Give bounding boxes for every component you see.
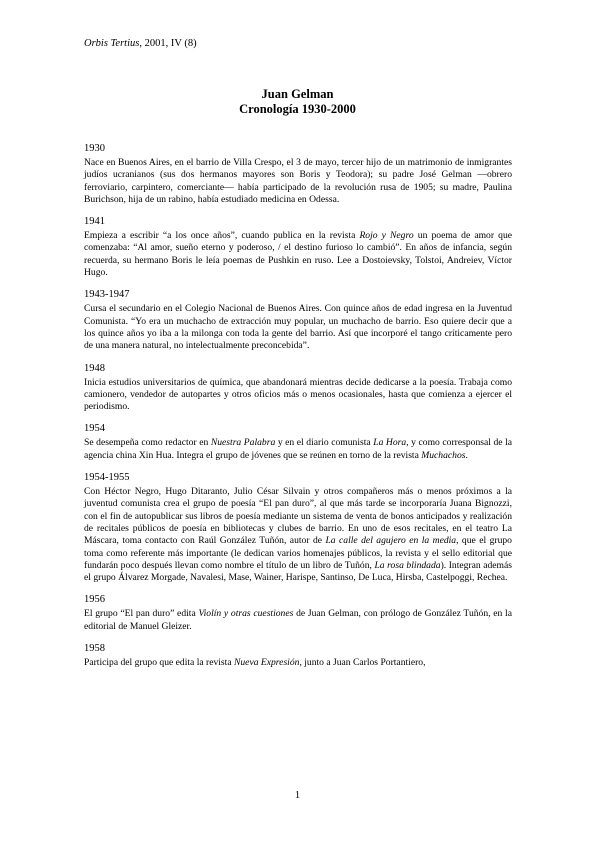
text-run: , que el grupo toma como referente más importante (le dedican varios homenajes públicos, la revista y el sello editorial que fundarán poco después llevan como nombre el título de un libro de Tuñón, [84, 535, 512, 571]
entry-year: 1948 [84, 362, 105, 374]
text-run: Con Héctor Negro, Hugo Ditaranto, Julio César Silvain y otros compañeros más o menos próximos a la juventud comunista crea el grupo de poesía “El pan duro”, al que más tarde se incorporaría Juana Bignozzi, con el fin de autopublicar sus libros de poesía mediante un sistema de venta de bonos anticipados y realización de recitales públicos de poesía en bibliotecas y clubes de barrio. En uno de esos recitales, en el teatro La Máscara, toma contacto con Raúl González Tuñón, autor de [84, 486, 512, 547]
text-run: Inicia estudios universitarios de química, que abandonará mientras decide dedicarse a la poesía. Trabaja como camionero, vendedor de autopartes y otros oficios más o menos ocasionales, hasta que comienza a ejercer el periodismo. [84, 376, 512, 413]
entry-text [84, 157, 512, 206]
text-run: ). Integran además el grupo Álvarez Morgade, Navalesi, Mase, Wainer, Harispe, Santinso, De Luca, Hirsba, Castelpoggi, Rechea. [84, 559, 513, 584]
journal-title: Orbis Tertius [84, 38, 140, 49]
entry-text [84, 377, 512, 414]
italic-title: Violín y otras cuestiones [198, 608, 294, 620]
italic-title: Nuestra Palabra [210, 437, 276, 449]
journal-issue: , 2001, IV (8) [139, 38, 197, 49]
entry-text [84, 608, 512, 633]
entry-text [84, 437, 512, 462]
author-name: Juan Gelman [261, 87, 334, 101]
text-run: Empieza a escribir “a los once años”, cuando publica en la revista [84, 230, 360, 242]
text-run: Participa del grupo que edita la revista [84, 657, 234, 669]
text-run: y en el diario comunista [275, 437, 374, 449]
italic-title: La rosa blindada [374, 559, 441, 571]
text-run: un poema de amor que comenzaba: “Al amor, sueño eterno y poderoso, / el destino furioso lo cambió”. En años de infancia, según recuerda, su hermano Boris le leía poemas de Pushkin en ruso. Lee a Dostoievsky, Tolstoi, Andreiev, Víctor Hugo. [84, 230, 512, 279]
entry-year: 1954 [84, 423, 105, 435]
chronology-entry [84, 288, 512, 352]
text-run: . [465, 449, 468, 461]
entry-year: 1930 [84, 143, 105, 154]
entry-text [84, 657, 512, 669]
text-run: , junto a Juan Carlos Portantiero, [299, 657, 426, 669]
chronology-entry [84, 362, 512, 414]
journal-citation [84, 38, 197, 49]
italic-title: La calle del agujero en la media [325, 535, 457, 547]
text-run: , y como corresponsal de la agencia china Xin Hua. Integra el grupo de jóvenes que se reúnen en torno de la revista [84, 437, 513, 461]
entry-year: 1941 [84, 216, 105, 228]
entry-text [84, 230, 512, 279]
italic-title: Nueva Expresión [233, 657, 300, 669]
article-subtitle: Cronología 1930-2000 [239, 102, 356, 116]
chronology-entry [84, 471, 512, 584]
entry-year: 1956 [84, 594, 105, 606]
text-run: Nace en Buenos Aires, en el barrio de Villa Crespo, el 3 de mayo, tercer hijo de un matrimonio de inmigrantes judíos ucranianos (sus dos hermanos mayores son Boris y Teodora); su padre José Gelman —obrero ferroviario, carpintero, comerciante— había participado de la revolución rusa de 1905; su madre, Paulina Burichson, hija de un rabino, había estudiado medicina en Odessa. [84, 157, 512, 205]
text-run: de Juan Gelman, con prólogo de González Tuñón, en la editorial de Manuel Gleizer. [84, 608, 512, 632]
text-run: Cursa el secundario en el Colegio Nacional de Buenos Aires. Con quince años de edad ingresa en la Juventud Comunista. “Yo era un muchacho de extracción muy popular, un muchacho de barrio. Eso quiere decir que a los quince años yo iba a la milonga con toda la gente del barrio. Así que incorporé el tango críticamente pero de una manera natural, no intelectualmente preconcebida”. [84, 303, 512, 352]
text-run: El grupo “El pan duro” edita [84, 608, 199, 620]
entry-text [84, 303, 512, 352]
italic-title: La Hora [373, 437, 407, 449]
chronology-entry [84, 142, 512, 206]
page-number: 1 [294, 790, 301, 801]
entry-year: 1954-1955 [84, 472, 130, 484]
italic-title: Rojo y Negro [359, 230, 414, 242]
chronology-entry [84, 642, 512, 669]
entry-text [84, 486, 512, 584]
article-title [0, 87, 595, 117]
italic-title: Muchachos [421, 449, 466, 461]
chronology-list [84, 142, 512, 678]
entry-year: 1958 [84, 643, 105, 655]
chronology-entry [84, 215, 512, 279]
chronology-entry [84, 593, 512, 633]
text-run: Se desempeña como redactor en [84, 437, 211, 449]
chronology-entry [84, 422, 512, 462]
entry-year: 1943-1947 [84, 289, 130, 301]
